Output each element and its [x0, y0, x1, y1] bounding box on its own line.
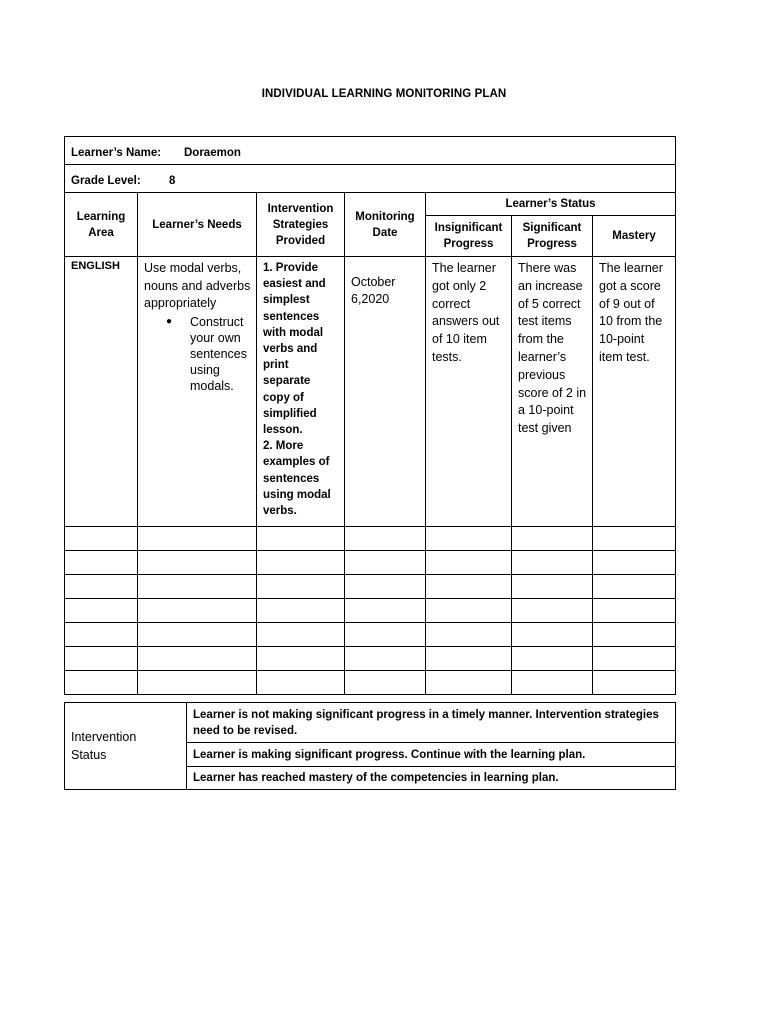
- table-row: [65, 575, 676, 599]
- needs-main-text: Use modal verbs, nouns and adverbs appropriately: [144, 261, 251, 310]
- intervention-option-revise: Learner is not making significant progress in a timely manner. Intervention strategies need to be revised.: [187, 703, 676, 743]
- document-title: INDIVIDUAL LEARNING MONITORING PLAN: [261, 88, 507, 100]
- intervention-status-label: [65, 703, 187, 790]
- table-row: [65, 257, 676, 527]
- table-row: [65, 623, 676, 647]
- grade-level-value: 8: [169, 174, 176, 187]
- header-monitoring-date: Monitoring Date: [345, 193, 426, 257]
- header-insignificant-progress: Insignificant Progress: [426, 216, 512, 257]
- cell-learners-needs: [138, 257, 257, 527]
- learning-area-value: ENGLISH: [71, 260, 120, 272]
- monitoring-date-value: October 6,2020: [351, 275, 396, 306]
- needs-bullet-text: Construct your own sentences using modals.: [190, 314, 247, 393]
- table-row: [65, 671, 676, 695]
- header-significant-progress: Significant Progress: [512, 216, 593, 257]
- table-row: [65, 551, 676, 575]
- header-learning-area: Learning Area: [65, 193, 138, 257]
- mastery-text: The learner got a score of 9 out of 10 from the 10-point item test.: [599, 261, 663, 364]
- monitoring-plan-table: [64, 136, 676, 695]
- table-row: [65, 599, 676, 623]
- learner-name-value: Doraemon: [184, 146, 241, 159]
- intervention-status-table: [64, 702, 676, 790]
- grade-level-label: Grade Level:: [71, 174, 141, 187]
- strategy-item-1: 1. Provide easiest and simplest sentences with modal verbs and print separate copy of simplified lesson.: [263, 262, 326, 437]
- grade-level-row: [65, 165, 676, 193]
- table-row: [65, 647, 676, 671]
- cell-monitoring-date: [345, 257, 426, 527]
- header-learners-needs: Learner’s Needs: [138, 193, 257, 257]
- header-mastery: Mastery: [593, 216, 676, 257]
- intervention-option-mastery: Learner has reached mastery of the competencies in learning plan.: [187, 767, 676, 790]
- cell-insignificant-progress: [426, 257, 512, 527]
- insignificant-progress-text: The learner got only 2 correct answers out of 10 item tests.: [432, 261, 500, 364]
- strategy-item-2: 2. More examples of sentences using modal verbs.: [263, 440, 331, 518]
- bullet-icon: ●: [166, 315, 173, 327]
- needs-bullet-item: [166, 314, 251, 394]
- header-intervention-strategies: Intervention Strategies Provided: [257, 193, 345, 257]
- intervention-status-label-text: Intervention Status: [71, 730, 137, 762]
- significant-progress-text: There was an increase of 5 correct test items from the learner’s previous score of 2 in a 10-point test given: [518, 261, 587, 436]
- header-learners-status: Learner’s Status: [426, 193, 676, 216]
- cell-mastery: [593, 257, 676, 527]
- intervention-option-continue: Learner is making significant progress. Continue with the learning plan.: [187, 743, 676, 767]
- table-row: [65, 527, 676, 551]
- learner-name-row: [65, 137, 676, 165]
- cell-intervention-strategies: [257, 257, 345, 527]
- learner-name-label: Learner’s Name:: [71, 146, 162, 159]
- cell-learning-area: [65, 257, 138, 527]
- cell-significant-progress: [512, 257, 593, 527]
